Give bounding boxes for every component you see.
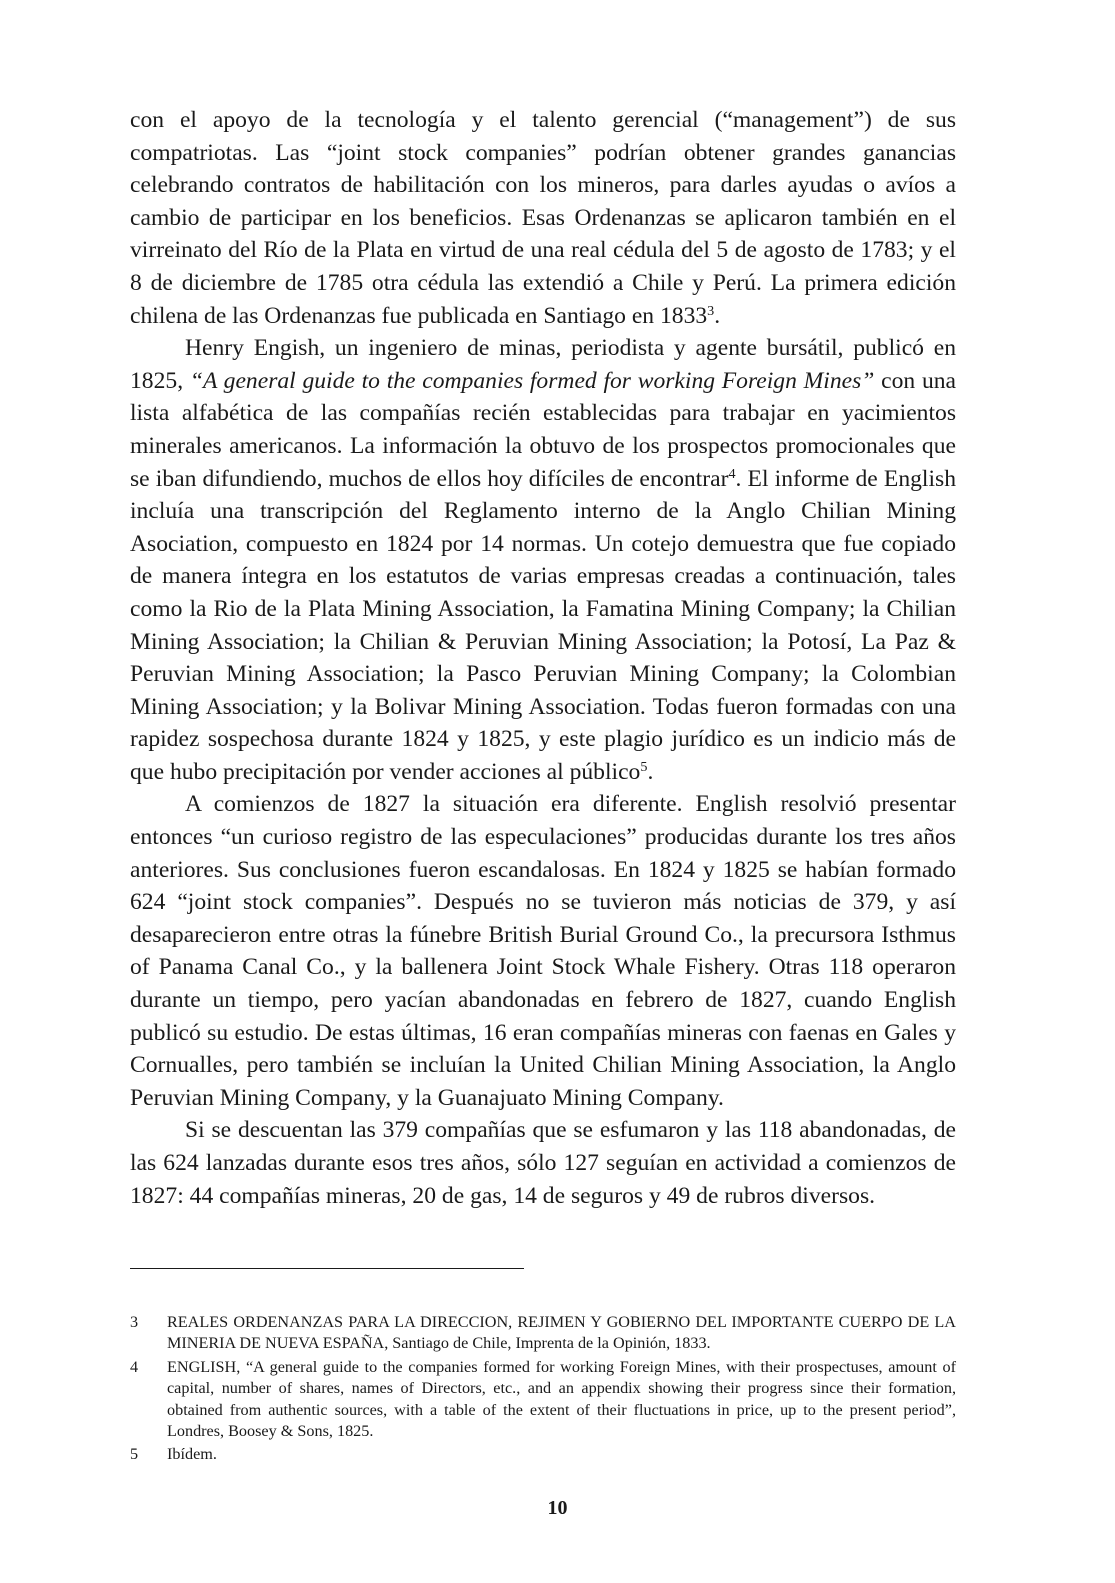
paragraph-text: Henry Engish, un ingeniero de minas, periodista y agente bursátil, publicó en 1825, bbox=[130, 335, 956, 394]
paragraph-text: . bbox=[714, 302, 721, 329]
footnote-text: ENGLISH, “A general guide to the companies formed for working Foreign Mines, with their prospectuses, amount of capital, number of shares, names of Directors, etc., and an appendix showing their progress since their formation, obtained from authentic sources, with a table of the extent of their fluctuations in price, up to the present period”, Londres, Boosey & Sons, 1825. bbox=[167, 1357, 956, 1441]
footnote-number: 5 bbox=[130, 1445, 139, 1464]
footnotes bbox=[130, 1312, 956, 1468]
paragraph-text: con el apoyo de la tecnología y el talento gerencial (“management”) de sus compatriotas. Las “joint stock companies” podrían obtener grandes ganancias celebrando contratos de habilitación con los mineros, para darles ayudas o avíos a cambio de participar en los beneficios. Esas Ordenanzas se aplicaron también en el virreinato del Río de la Plata en virtud de una real cédula del 5 de agosto de 1783; y el 8 de diciembre de 1785 otra cédula las extendió a Chile y Perú. La primera edición chilena de las Ordenanzas fue publicada en Santiago en 1833 bbox=[130, 107, 956, 329]
footnote-text: REALES ORDENANZAS PARA LA DIRECCION, REJIMEN Y GOBIERNO DEL IMPORTANTE CUERPO DE LA MINERIA DE NUEVA ESPAÑA, Santiago de Chile, Imprenta de la Opinión, 1833. bbox=[167, 1313, 956, 1353]
footnote-ref[interactable]: 4 bbox=[728, 465, 736, 482]
paragraph-1 bbox=[130, 104, 956, 332]
paragraph-text: con una lista alfabética de las compañías recién establecidas para trabajar en yacimientos minerales americanos. La información la obtuvo de los prospectos promocionales que se iban difundiendo, muchos de ellos hoy difíciles de encontrar bbox=[130, 367, 957, 492]
footnote-divider bbox=[130, 1268, 524, 1269]
paragraph-4: Si se descuentan las 379 compañías que se esfumaron y las 118 abandonadas, de las 624 lanzadas durante esos tres años, sólo 127 seguían en actividad a comienzos de 1827: 44 compañías mineras, 20 de gas, 14 de seguros y 49 de rubros diversos. bbox=[130, 1117, 956, 1209]
footnote bbox=[130, 1312, 956, 1355]
paragraph-3: A comienzos de 1827 la situación era diferente. English resolvió presentar entonces “un curioso registro de las especulaciones” producidas durante los tres años anteriores. Sus conclusiones fueron escandalosas. En 1824 y 1825 se habían formado 624 “joint stock companies”. Después no se tuvieron más noticias de 379, y así desaparecieron entre otras la fúnebre British Burial Ground Co., la precursora Isthmus of Panama Canal Co., y la ballenera Joint Stock Whale Fishery. Otras 118 operaron durante un tiempo, pero yacían abandonadas en febrero de 1827, cuando English publicó su estudio. De estas últimas, 16 eran compañías mineras con faenas en Gales y Cornualles, pero también se incluían la United Chilian Mining Association, la Anglo Peruvian Mining Company, y la Guanajuato Mining Company. bbox=[130, 791, 956, 1111]
paragraph-2 bbox=[130, 332, 956, 788]
book-title: “A general guide to the companies formed for working Foreign Mines” bbox=[189, 367, 875, 394]
footnote-ref[interactable]: 3 bbox=[707, 302, 715, 319]
footnote bbox=[130, 1444, 956, 1465]
page-number: 10 bbox=[547, 1497, 568, 1519]
footnote bbox=[130, 1357, 956, 1443]
footnote-number: 4 bbox=[130, 1357, 139, 1376]
paragraph-text: . bbox=[647, 758, 654, 785]
paragraph-text: . El informe de English incluía una transcripción del Reglamento interno de la Anglo Chilian Mining Asociation, compuesto en 1824 por 14 normas. Un cotejo demuestra que fue copiado de manera íntegra en los estatutos de varias empresas creadas a continuación, tales como la Rio de la Plata Mining Association, la Famatina Mining Company; la Chilian Mining Association; la Chilian & Peruvian Mining Association; la Potosí, La Paz & Peruvian Mining Association; la Pasco Peruvian Mining Company; la Colombian Mining Association; y la Bolivar Mining Association. Todas fueron formadas con una rapidez sospechosa durante 1824 y 1825, y este plagio jurídico es un indicio más de que hubo precipitación por vender acciones al público bbox=[130, 465, 956, 785]
footnote-ref[interactable]: 5 bbox=[640, 759, 648, 776]
body-text bbox=[130, 104, 956, 1212]
footnote-text: Ibídem. bbox=[167, 1445, 217, 1464]
footnote-number: 3 bbox=[130, 1313, 139, 1331]
